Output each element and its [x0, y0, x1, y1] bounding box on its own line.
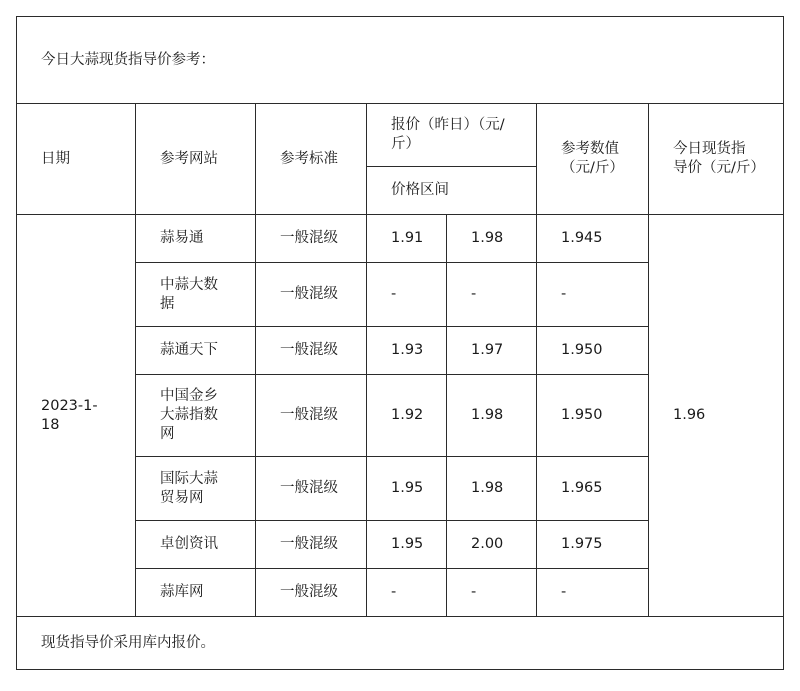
- date-cell: 2023-1-18: [17, 215, 136, 617]
- price-low-cell: 1.91: [367, 215, 447, 263]
- site-cell: 中蒜大数据: [136, 263, 256, 327]
- site-cell: 中国金乡大蒜指数网: [136, 375, 256, 457]
- price-low-cell: 1.92: [367, 375, 447, 457]
- reference-value-cell: 1.965: [537, 457, 649, 521]
- header-price-range: 价格区间: [367, 167, 537, 215]
- price-high-cell: 1.97: [447, 327, 537, 375]
- intro-text: 今日大蒜现货指导价参考：: [17, 17, 784, 104]
- reference-value-cell: -: [537, 263, 649, 327]
- reference-value-cell: 1.945: [537, 215, 649, 263]
- today-price-cell: 1.96: [649, 215, 784, 617]
- standard-cell: 一般混级: [256, 569, 367, 617]
- reference-value-cell: 1.975: [537, 521, 649, 569]
- standard-cell: 一般混级: [256, 215, 367, 263]
- site-cell: 蒜通天下: [136, 327, 256, 375]
- price-reference-table: [16, 16, 784, 670]
- price-low-cell: -: [367, 569, 447, 617]
- site-cell: 蒜库网: [136, 569, 256, 617]
- site-cell: 卓创资讯: [136, 521, 256, 569]
- price-low-cell: -: [367, 263, 447, 327]
- standard-cell: 一般混级: [256, 521, 367, 569]
- price-high-cell: 1.98: [447, 375, 537, 457]
- price-high-cell: 1.98: [447, 457, 537, 521]
- standard-cell: 一般混级: [256, 457, 367, 521]
- standard-cell: 一般混级: [256, 327, 367, 375]
- header-reference: 参考数值（元/斤）: [537, 104, 649, 215]
- price-low-cell: 1.93: [367, 327, 447, 375]
- header-date: 日期: [17, 104, 136, 215]
- price-high-cell: -: [447, 569, 537, 617]
- site-cell: 国际大蒜贸易网: [136, 457, 256, 521]
- site-cell: 蒜易通: [136, 215, 256, 263]
- reference-value-cell: 1.950: [537, 327, 649, 375]
- standard-cell: 一般混级: [256, 263, 367, 327]
- price-low-cell: 1.95: [367, 457, 447, 521]
- reference-value-cell: -: [537, 569, 649, 617]
- footer-note: 现货指导价采用库内报价。: [17, 617, 784, 670]
- price-high-cell: 2.00: [447, 521, 537, 569]
- header-site: 参考网站: [136, 104, 256, 215]
- standard-cell: 一般混级: [256, 375, 367, 457]
- price-high-cell: 1.98: [447, 215, 537, 263]
- header-standard: 参考标准: [256, 104, 367, 215]
- header-price-yesterday: 报价（昨日）（元/斤）: [367, 104, 537, 167]
- header-today: 今日现货指导价（元/斤）: [649, 104, 784, 215]
- price-low-cell: 1.95: [367, 521, 447, 569]
- reference-value-cell: 1.950: [537, 375, 649, 457]
- price-high-cell: -: [447, 263, 537, 327]
